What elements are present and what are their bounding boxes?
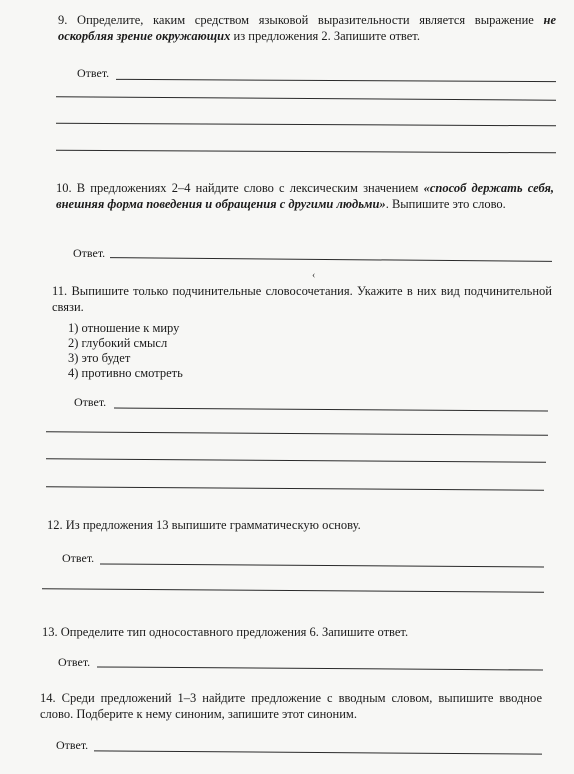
answer-line-11-2[interactable] [46,431,548,436]
question-text: В предложениях 2–4 найдите слово с лексическим значением [76,181,424,195]
question-emphasis: «способ держать себя, внешняя форма поведения и обращения с другими людьми» [56,181,555,211]
answer-line-11-3[interactable] [46,458,546,462]
answer-line-12-1[interactable] [100,563,544,567]
question-text-end: . Выпишите это слово. [385,197,506,211]
question-9 [58,12,556,44]
question-text: Определите тип односоставного предложения 6. Запишите ответ. [60,625,409,639]
option-1: 1) отношение к миру [68,321,180,335]
answer-line-9-3[interactable] [56,123,556,127]
question-11 [52,283,552,315]
question-number: 13. [42,625,58,639]
option-4: 4) противно смотреть [68,366,183,380]
question-10 [56,180,554,212]
question-number: 11. [52,284,68,298]
answer-line-14[interactable] [94,750,542,754]
answer-label-10: Ответ. [73,246,106,260]
answer-line-13[interactable] [97,666,543,670]
question-13 [42,624,542,640]
question-text: Выпишите только подчинительные словосочетания. Укажите в них вид подчинительной связи. [52,284,552,314]
question-number: 10. [56,181,72,195]
answer-label-9: Ответ. [77,66,110,80]
question-text: Среди предложений 1–3 найдите предложение с вводным словом, выпишите вводное слово. Подберите к нему синоним, запишите этот синоним. [40,691,542,721]
question-emphasis: не оскорбляя зрение окружающих [58,13,557,43]
answer-line-9-4[interactable] [56,150,556,154]
question-12 [47,517,547,533]
question-text-end: из предложения 2. Запишите ответ. [230,29,420,43]
answer-line-9-2[interactable] [56,96,556,100]
answer-label-13: Ответ. [58,655,91,669]
question-text: Определите, каким средством языковой выразительности является выражение [77,13,544,27]
answer-line-11-1[interactable] [114,407,548,411]
question-14 [40,690,542,722]
stray-mark: ‹ [312,270,316,281]
answer-label-14: Ответ. [56,738,89,752]
question-number: 9. [58,13,68,27]
question-number: 12. [47,518,63,532]
option-3: 3) это будет [68,351,131,365]
answer-line-11-4[interactable] [46,486,544,490]
answer-line-12-2[interactable] [42,588,544,593]
answer-label-11: Ответ. [74,395,107,409]
option-2: 2) глубокий смысл [68,336,168,350]
question-text: Из предложения 13 выпишите грамматическую основу. [65,518,361,532]
question-number: 14. [40,691,56,705]
answer-label-12: Ответ. [62,551,95,565]
answer-line-9-1[interactable] [116,79,556,82]
answer-line-10[interactable] [110,257,552,262]
